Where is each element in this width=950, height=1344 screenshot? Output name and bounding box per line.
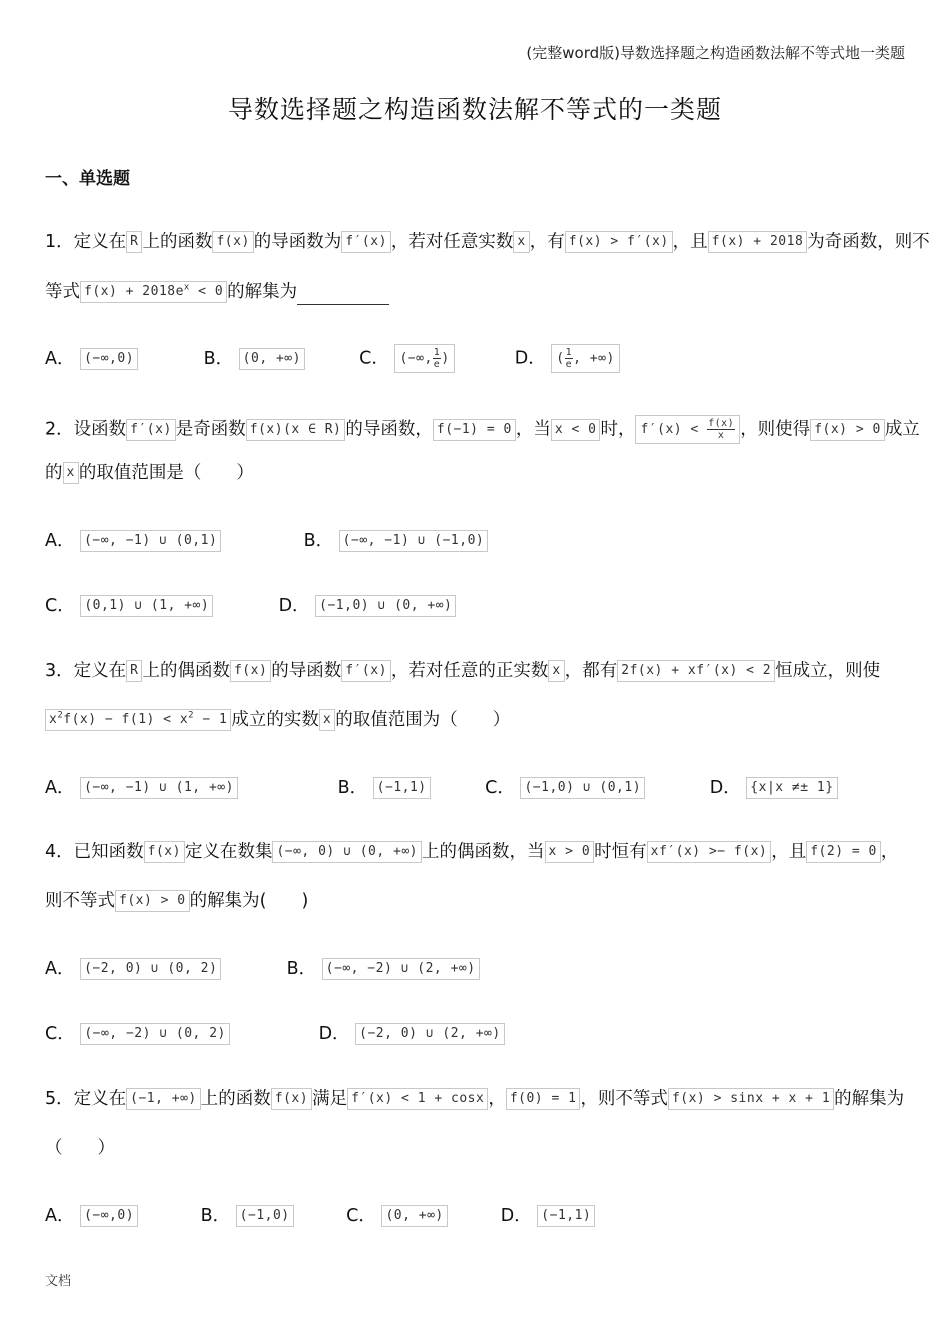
option-c[interactable]: C． (0, +∞) [346,1202,495,1227]
option-a[interactable]: A． (−∞, −1) ∪ (0,1) [45,527,298,552]
option-a[interactable]: A． (−2, 0) ∪ (0, 2) [45,955,281,980]
q1-options [45,344,620,373]
math-expression: (−1,0) [236,1205,294,1227]
math-expression: (0, +∞) [381,1205,447,1227]
option-c[interactable]: C． (0,1) ∪ (1, +∞) [45,592,273,617]
q2-line-2: 的 x 的取值范围是（ ） [45,463,254,483]
section-heading: 一、单选题 [45,169,130,189]
q2-options-row-1 [45,527,488,552]
math: x [513,231,529,253]
option-b[interactable]: B． (−1,0) [201,1202,341,1227]
option-a[interactable]: A． (−∞,0) [45,345,198,370]
option-d[interactable]: D． (−1,0) ∪ (0, +∞) [279,592,457,617]
math-expression: (−2, 0) ∪ (0, 2) [80,958,221,980]
q4-options-row-1 [45,955,480,980]
math-expression: xf′(x) >− f(x) [647,841,772,863]
math-expression: ( $\frac{1}{e}$ , +∞) [551,344,620,373]
math-expression: (−∞, −2) ∪ (0, 2) [80,1023,230,1045]
math-expression: f(x) [271,1088,312,1110]
option-d[interactable]: D． (−1,1) [501,1202,596,1227]
q4-line-1: 4．已知函数 f(x) 定义在数集 (−∞, 0) ∪ (0, +∞) 上的偶函数，当 x > 0 时恒有 xf′(x) >− f(x) ，且 f(2) = 0 ， [45,842,899,862]
math-expression: (−1,1) [537,1205,595,1227]
math-expression: (−2, 0) ∪ (2, +∞) [355,1023,505,1045]
option-d[interactable]: D． ( $\frac{1}{e}$ , +∞) [515,344,620,373]
math-expression: x [319,709,335,731]
math-expression: f(x) [230,660,271,682]
math-expression: f′(x) [341,660,391,682]
math: f′(x) [341,231,391,253]
math-expression: 2f(x) + xf′(x) < 2 [617,660,775,682]
option-d[interactable]: D． {x|x ≠± 1} [710,774,838,799]
q2-options-row-2 [45,592,456,617]
math-expression: (−∞,0) [80,348,138,370]
math-expression: f(0) = 1 [506,1088,581,1110]
math-expression: (−1,0) ∪ (0, +∞) [315,595,456,617]
math-expression: f(2) = 0 [806,841,881,863]
math-expression: f(x)(x ∈ R) [246,419,346,441]
math: $f(x) + 2018e^x < 0$ [80,281,227,303]
math-expression: x [63,462,79,484]
q5-line-1: 5．定义在 (−1, +∞) 上的函数 f(x) 满足 f′(x) < 1 + cosx ， f(0) = 1 ，则不等式 f(x) > sinx + x + 1 的解集为 [45,1089,905,1109]
footer-label: 文档 [45,1274,72,1289]
q4-line-2: 则不等式 f(x) > 0 的解集为( ) [45,891,309,911]
q3-options [45,774,838,799]
q3-line-2: $x^2f(x) - f(1) < x^2 - 1$ 成立的实数 x 的取值范围为（ ） [45,707,510,733]
option-b[interactable]: B． (−∞, −2) ∪ (2, +∞) [287,955,480,980]
math-expression: x > 0 [545,841,595,863]
option-b[interactable]: B． (0, +∞) [204,345,354,370]
math: f(x) + 2018 [708,231,808,253]
q5-line-2: （ ） [45,1138,115,1158]
math-expression: f′(x) < $\frac{f(x)}{x}$ [635,415,740,444]
option-a[interactable]: A． (−∞, −1) ∪ (1, +∞) [45,774,332,799]
math-expression: (−∞, −1) ∪ (1, +∞) [80,777,238,799]
math-expression: (−∞,0) [80,1205,138,1227]
option-b[interactable]: B． (−∞, −1) ∪ (−1,0) [304,527,489,552]
math-expression: f(−1) = 0 [433,419,516,441]
option-d[interactable]: D． (−2, 0) ∪ (2, +∞) [319,1020,505,1045]
math-expression: (−∞, $\frac{1}{e}$ ) [394,344,454,373]
math-expression: {x|x ≠± 1} [746,777,837,799]
math-expression: f(x) > 0 [810,419,885,441]
math: f(x) > f′(x) [565,231,673,253]
page-title: 导数选择题之构造函数法解不等式的一类题 [227,95,722,124]
math-expression: (−∞, −1) ∪ (−1,0) [339,530,489,552]
math-expression: (−1,1) [373,777,431,799]
q1-line-2: 等式 $f(x) + 2018e^x < 0$ 的解集为 [45,279,389,305]
math-expression: $x^2f(x) - f(1) < x^2 - 1$ [45,709,231,731]
math-expression: (−∞, 0) ∪ (0, +∞) [272,841,422,863]
q3-line-1: 3．定义在 R 上的偶函数 f(x) 的导函数 f′(x) ，若对任意的正实数 x ，都有 2f(x) + xf′(x) < 2 恒成立，则使 [45,661,881,681]
math-expression: (−1,0) ∪ (0,1) [520,777,645,799]
option-c[interactable]: C． (−1,0) ∪ (0,1) [485,774,704,799]
math-expression: f(x) > 0 [115,890,190,912]
q2-line-1: 2．设函数 f′(x) 是奇函数 f(x)(x ∈ R) 的导函数， f(−1) = 0 ，当 x < 0 时， f′(x) < $\frac{f(x)}{x}$ ，则使得 f(x) > 0 成立 [45,415,905,444]
math-expression: x < 0 [551,419,601,441]
math-expression: f(x) > sinx + x + 1 [668,1088,834,1110]
math-expression: f′(x) < 1 + cosx [347,1088,488,1110]
math-expression: x [548,660,564,682]
math-expression: f(x) [144,841,185,863]
q1-text: 1．定义在 R 上的函数 f(x) 的导函数为 f′(x) ，若对任意实数 x ，有 f(x) > f′(x) ，且 f(x) + 2018 为奇函数，则不 [45,232,930,252]
math-expression: f′(x) [126,419,176,441]
answer-blank [297,286,389,305]
q4-options-row-2 [45,1020,505,1045]
option-c[interactable]: C． (−∞, −2) ∪ (0, 2) [45,1020,313,1045]
option-b[interactable]: B． (−1,1) [338,774,480,799]
math-expression: (−∞, −2) ∪ (2, +∞) [322,958,480,980]
option-c[interactable]: C． (−∞, $\frac{1}{e}$ ) [359,344,509,373]
math-expression: (−∞, −1) ∪ (0,1) [80,530,221,552]
header-note: (完整word版)导数选择题之构造函数法解不等式地一类题 [526,44,905,62]
q5-options [45,1202,595,1227]
math-expression: (0,1) ∪ (1, +∞) [80,595,213,617]
q1-line-1 [45,229,930,255]
math: R [126,231,142,253]
math-expression: (0, +∞) [239,348,305,370]
math-expression: R [126,660,142,682]
option-a[interactable]: A． (−∞,0) [45,1202,195,1227]
math-expression: (−1, +∞) [126,1088,201,1110]
math: f(x) [212,231,253,253]
